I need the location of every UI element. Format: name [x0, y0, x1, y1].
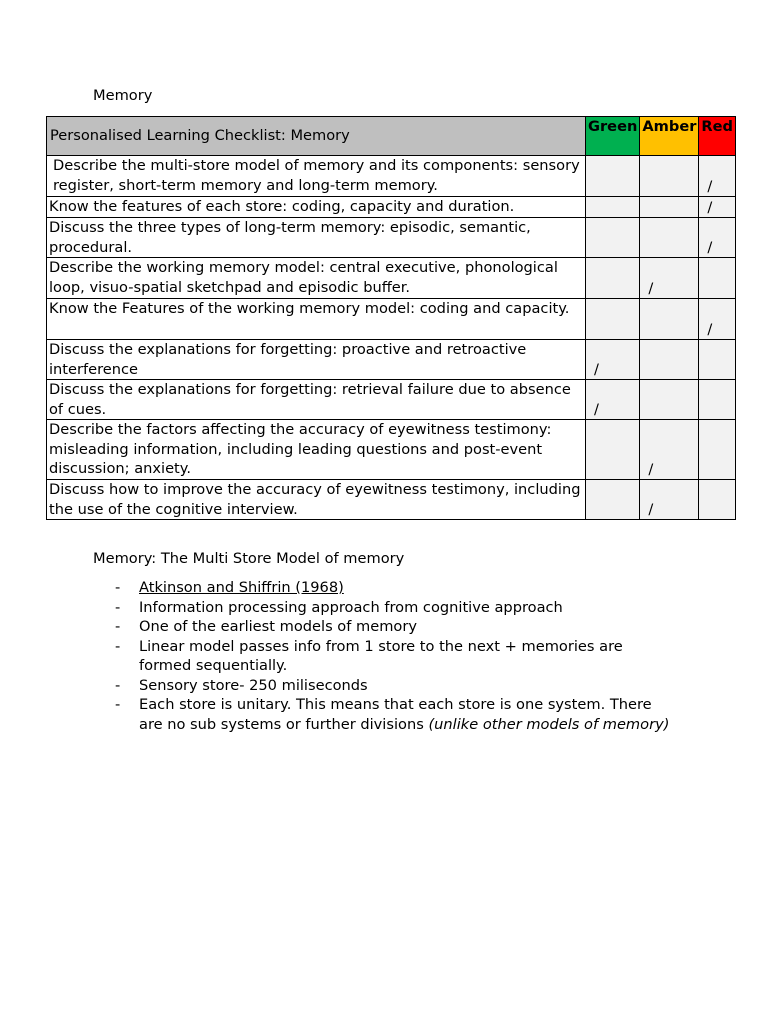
checklist-row — [47, 380, 736, 420]
list-item-text: One of the earliest models of memory — [139, 618, 417, 635]
amber-rating — [640, 156, 699, 197]
amber-rating — [640, 299, 699, 340]
amber-rating: / — [640, 480, 699, 520]
list-item — [115, 617, 675, 637]
checklist-title: Personalised Learning Checklist: Memory — [47, 117, 586, 156]
citation-text: Atkinson and Shiffrin (1968) — [139, 579, 344, 596]
checklist-item-text: Know the features of each store: coding, capacity and duration. — [47, 197, 586, 218]
checklist-row — [47, 299, 736, 340]
green-rating — [586, 218, 640, 258]
checklist-item-text: Discuss how to improve the accuracy of eyewitness testimony, including the use of the cognitive interview. — [47, 480, 586, 520]
checklist-header-row — [47, 117, 736, 156]
checklist-item-text: Describe the factors affecting the accuracy of eyewitness testimony: misleading information, including leading questions and post-event discussion; anxiety. — [47, 420, 586, 480]
list-item — [115, 578, 675, 598]
red-rating — [699, 340, 736, 380]
section-title: Memory: The Multi Store Model of memory — [93, 550, 405, 567]
dash-bullet: - — [115, 637, 121, 655]
list-item — [115, 695, 675, 734]
checklist-row — [47, 480, 736, 520]
checklist-item-text: Discuss the three types of long-term memory: episodic, semantic, procedural. — [47, 218, 586, 258]
dash-bullet: - — [115, 618, 121, 635]
list-item — [115, 676, 675, 696]
dash-bullet: - — [115, 676, 121, 694]
green-column-header: Green — [586, 117, 640, 156]
dash-bullet: - — [115, 696, 121, 713]
checklist-row — [47, 258, 736, 299]
list-item-text: Each store is unitary. This means that each store is one system. There are no sub systems or further divisions — [139, 696, 652, 733]
multi-store-notes-list — [115, 578, 675, 734]
red-column-header: Red — [699, 117, 736, 156]
list-item-emphasis: (unlike other models of memory) — [428, 715, 670, 733]
green-rating — [586, 258, 640, 299]
list-item — [115, 598, 675, 618]
green-rating — [586, 299, 640, 340]
red-rating: / — [699, 197, 736, 218]
checklist-item-text: Know the Features of the working memory model: coding and capacity. — [47, 299, 586, 340]
dash-bullet: - — [115, 598, 121, 616]
amber-column-header: Amber — [640, 117, 699, 156]
red-rating — [699, 380, 736, 420]
page-heading: Memory — [93, 87, 153, 104]
green-rating: / — [586, 340, 640, 380]
checklist-item-text: Discuss the explanations for forgetting: proactive and retroactive interference — [47, 340, 586, 380]
learning-checklist-table — [46, 116, 736, 520]
green-rating — [586, 420, 640, 480]
checklist-item-text: Describe the multi-store model of memory and its components: sensory register, short-term memory and long-term memory. — [47, 156, 586, 197]
red-rating: / — [699, 218, 736, 258]
list-item-text: Linear model passes info from 1 store to the next + memories are formed sequentially. — [139, 637, 623, 674]
checklist-row — [47, 218, 736, 258]
list-item-text: Sensory store- 250 miliseconds — [139, 676, 368, 694]
list-item-text: Information processing approach from cognitive approach — [139, 598, 563, 616]
checklist-item-text: Describe the working memory model: central executive, phonological loop, visuo-spatial sketchpad and episodic buffer. — [47, 258, 586, 299]
green-rating — [586, 197, 640, 218]
red-rating — [699, 480, 736, 520]
checklist-item-text: Discuss the explanations for forgetting: retrieval failure due to absence of cues. — [47, 380, 586, 420]
amber-rating: / — [640, 258, 699, 299]
checklist-row — [47, 340, 736, 380]
red-rating: / — [699, 156, 736, 197]
red-rating — [699, 420, 736, 480]
amber-rating: / — [640, 420, 699, 480]
amber-rating — [640, 197, 699, 218]
dash-bullet: - — [115, 579, 121, 596]
amber-rating — [640, 340, 699, 380]
checklist-row — [47, 156, 736, 197]
list-item — [115, 637, 675, 676]
red-rating — [699, 258, 736, 299]
green-rating — [586, 156, 640, 197]
red-rating: / — [699, 299, 736, 340]
amber-rating — [640, 380, 699, 420]
green-rating — [586, 480, 640, 520]
amber-rating — [640, 218, 699, 258]
checklist-row — [47, 420, 736, 480]
green-rating: / — [586, 380, 640, 420]
checklist-row — [47, 197, 736, 218]
